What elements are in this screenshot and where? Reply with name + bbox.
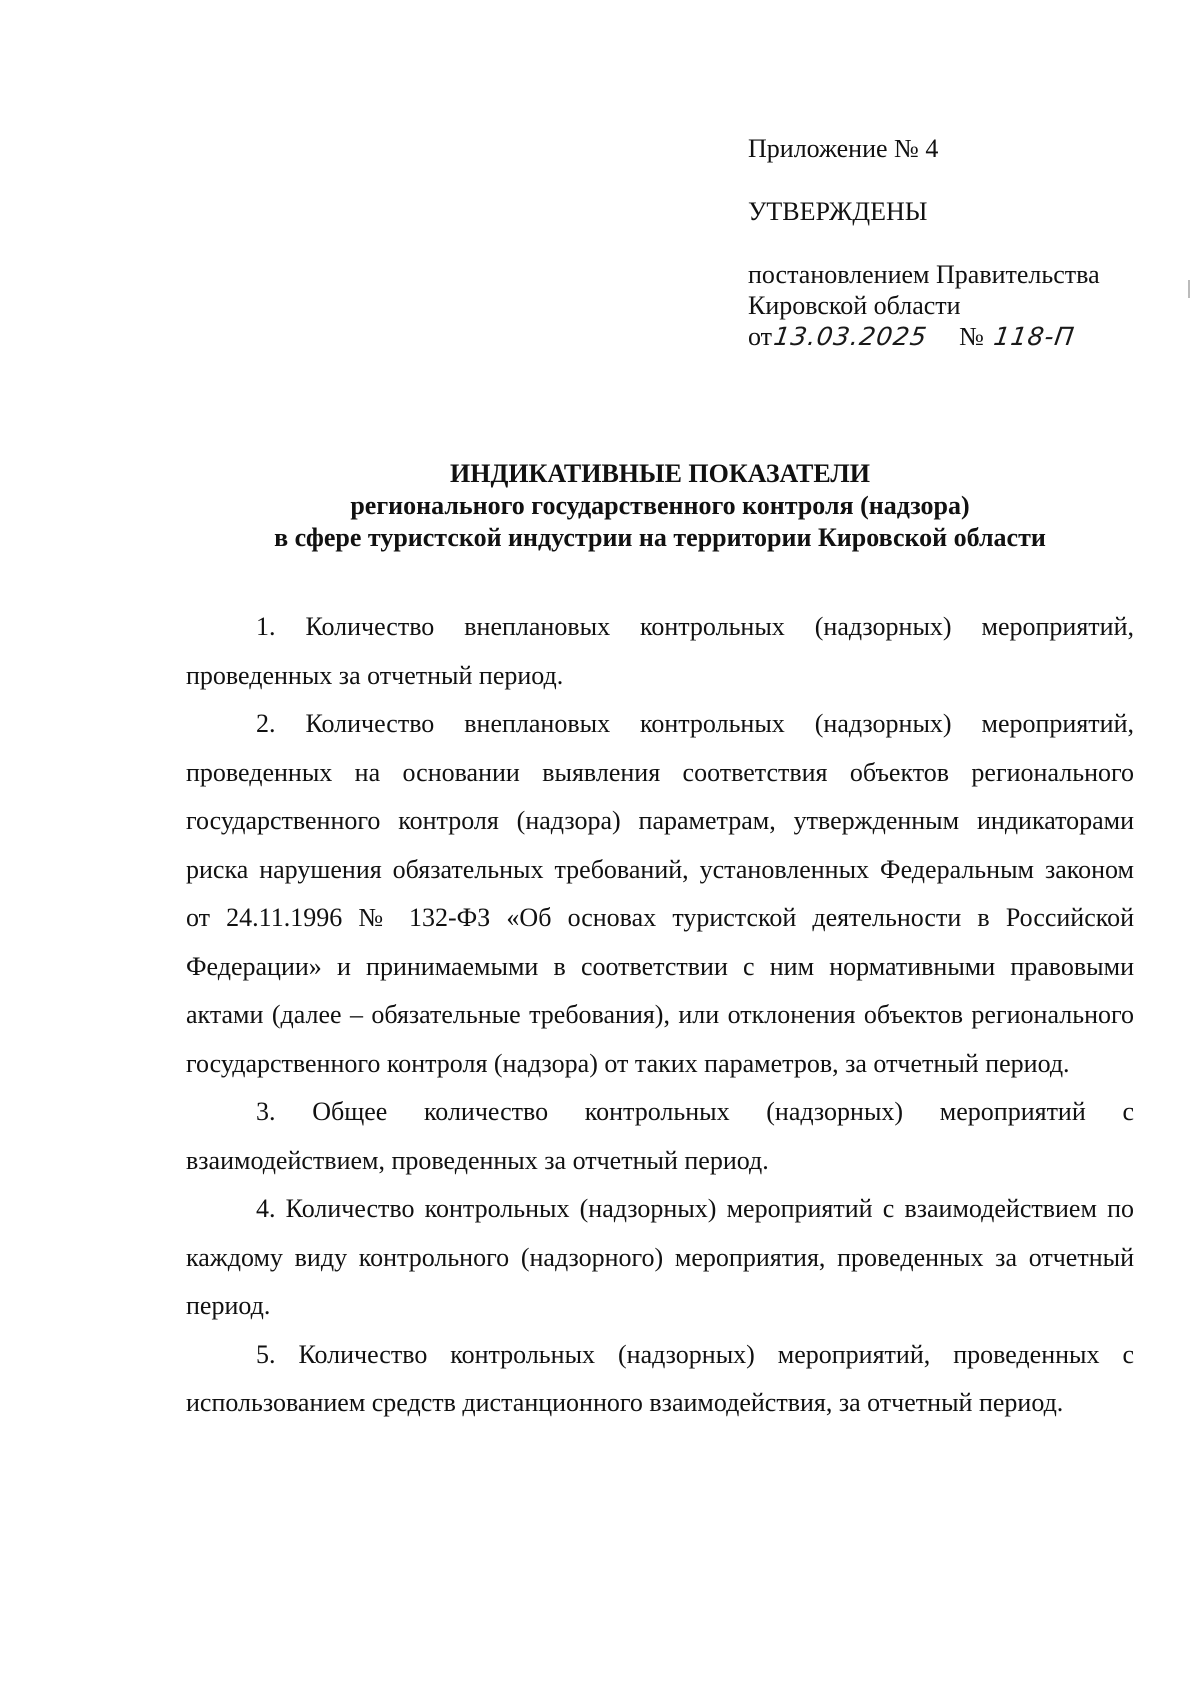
- number-label: №: [959, 322, 984, 351]
- scan-edge-mark: [1188, 280, 1190, 298]
- indicator-item-1: 1. Количество внеплановых контрольных (надзорных) мероприятий, проведенных за отчетный период.: [186, 612, 1134, 690]
- approved-label: УТВЕРЖДЕНЫ: [748, 197, 928, 226]
- indicator-list: [186, 603, 1134, 1428]
- handwritten-number: 118-П: [992, 322, 1078, 351]
- indicator-item-3: 3. Общее количество контрольных (надзорных) мероприятий с взаимодействием, проведенных за отчетный период.: [186, 1097, 1134, 1175]
- indicator-item-2: 2. Количество внеплановых контрольных (надзорных) мероприятий, проведенных на основании выявления соответствия объектов регионального государственного контроля (надзора) параметрам, утвержденным индикаторами риска нарушения обязательных требований, установленных Федеральным законом от 24.11.1996 № 132-ФЗ «Об основах туристской деятельности в Российской Федерации» и принимаемыми в соответствии с ним нормативными правовыми актами (далее – обязательные требования), или отклонения объектов регионального государственного контроля (надзора) от таких параметров, за отчетный период.: [186, 709, 1134, 1078]
- title-line-2: регионального государственного контроля (надзора): [350, 491, 970, 520]
- document-title: [180, 458, 1140, 554]
- indicator-item-4: 4. Количество контрольных (надзорных) мероприятий с взаимодействием по каждому виду контрольного (надзорного) мероприятия, проведенных за отчетный период.: [186, 1194, 1134, 1320]
- approval-block: [748, 133, 1168, 352]
- title-line-1: ИНДИКАТИВНЫЕ ПОКАЗАТЕЛИ: [450, 459, 870, 488]
- handwritten-date: 13.03.2025: [771, 322, 930, 351]
- date-prefix: от: [748, 322, 773, 351]
- annex-label: Приложение № 4: [748, 134, 939, 163]
- indicator-item-5: 5. Количество контрольных (надзорных) мероприятий, проведенных с использованием средств дистанционного взаимодействия, за отчетный период.: [186, 1339, 1134, 1417]
- approval-line-2: Кировской области: [748, 291, 961, 320]
- title-line-3: в сфере туристской индустрии на территории Кировской области: [274, 523, 1046, 552]
- approval-date-line: [748, 321, 1168, 352]
- approval-line-1: постановлением Правительства: [748, 260, 1100, 289]
